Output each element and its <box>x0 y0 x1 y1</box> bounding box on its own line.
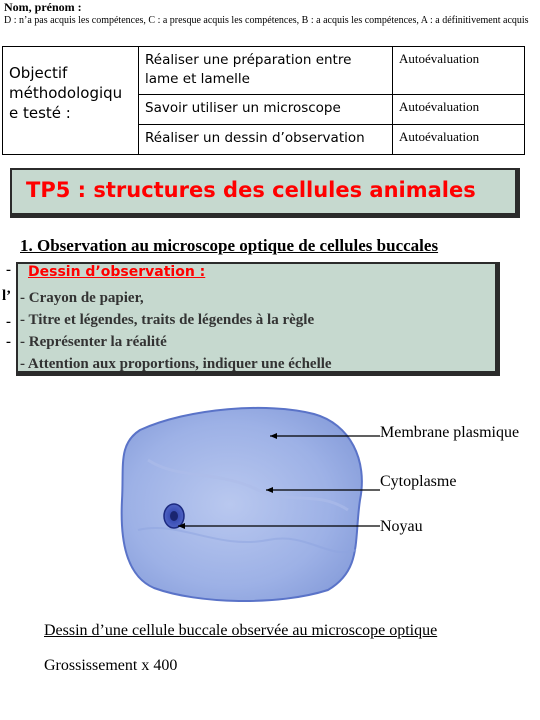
section-title: 1. Observation au microscope optique de cellules buccales <box>20 236 439 255</box>
label-membrane: Membrane plasmique <box>380 424 520 441</box>
label-cytoplasm: Cytoplasme <box>380 473 457 490</box>
instruction-item: - Représenter la réalité <box>20 334 167 350</box>
tp-title: TP5 : structures des cellules animales <box>10 168 520 218</box>
figure-caption: Dessin d’une cellule buccale observée au microscope optique <box>44 622 438 639</box>
background-fragment: - <box>6 334 11 350</box>
instruction-item: - Titre et légendes, traits de légendes à la règle <box>20 312 315 328</box>
skill-microscope: Savoir utiliser un microscope <box>139 95 393 125</box>
background-fragment: l’ <box>2 288 12 304</box>
skill-drawing: Réaliser un dessin d’observation <box>139 125 393 155</box>
cell-body <box>122 408 362 601</box>
magnification: Grossissement x 400 <box>44 657 178 674</box>
objectives-table <box>2 46 525 155</box>
grading-legend: D : n’a pas acquis les compétences, C : a presque acquis les compétences, B : a acquis les compétences, A : a définitivement acquis <box>4 15 529 26</box>
instruction-item: - Crayon de papier, <box>20 290 144 306</box>
instruction-item: - Attention aux proportions, indiquer une échelle <box>20 356 332 372</box>
self-eval-drawing: Autoévaluation <box>393 125 525 155</box>
background-fragment: - <box>6 262 11 278</box>
self-eval-preparation: Autoévaluation <box>393 47 525 95</box>
objective-label: Objectif méthodologiqu e testé : <box>3 47 139 155</box>
label-nucleus: Noyau <box>380 518 423 535</box>
self-eval-microscope: Autoévaluation <box>393 95 525 125</box>
instructions-title: Dessin d’observation : <box>28 264 206 280</box>
skill-preparation: Réaliser une préparation entre lame et lamelle <box>139 47 393 95</box>
name-label: Nom, prénom : <box>4 0 82 14</box>
background-fragment: - <box>6 314 11 330</box>
